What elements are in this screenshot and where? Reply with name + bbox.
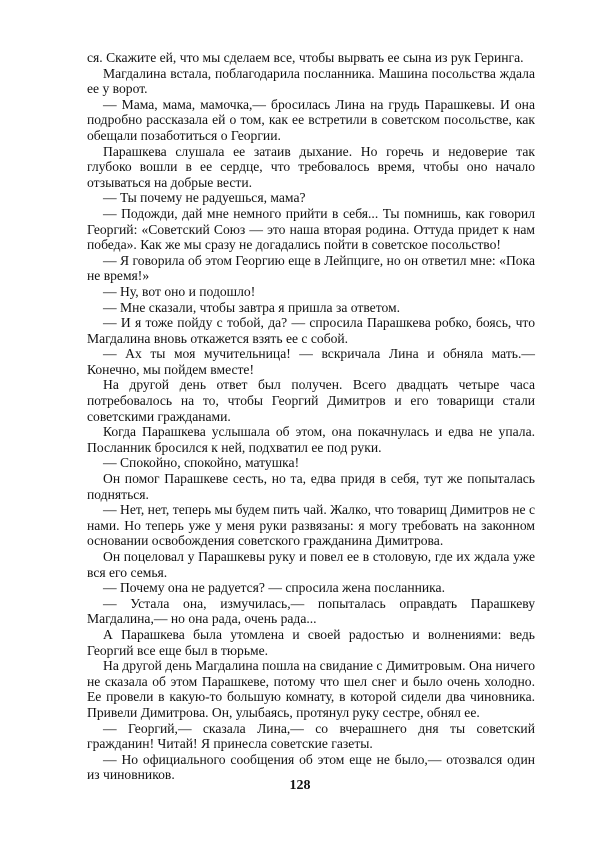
paragraph: Он поцеловал у Парашкевы руку и повел ее в столовую, где их ждала уже вся его семья.: [87, 549, 535, 580]
paragraph: Парашкева слушала ее затаив дыхание. Но горечь и недоверие так глубоко вошли в ее сердце, что требовалось время, чтобы оно начало отзываться на добрые вести.: [87, 143, 535, 190]
paragraph: — Мама, мама, мамочка,— бросилась Лина на грудь Парашкевы. И она подробно рассказала ей о том, как ее встретили в советском посольстве, как обещали позаботиться о Георгии.: [87, 96, 535, 143]
paragraph: — Но официального сообщения об этом еще не было,— отозвался один из чиновников.: [87, 751, 535, 783]
paragraph: А Парашкева была утомлена и своей радостью и волнениями: ведь Георгий все еще был в тюрьме.: [87, 626, 535, 658]
page-number: 128: [289, 778, 311, 793]
paragraph: На другой день ответ был получен. Всего двадцать четыре часа потребовалось на то, чтобы Георгий Димитров и его товарищи стали советскими гражданами.: [87, 377, 535, 424]
paragraph: — Устала она, измучилась,— попыталась оправдать Парашкеву Магдалина,— но она рада, очень рада...: [87, 595, 535, 627]
paragraph: — Мне сказали, чтобы завтра я пришла за ответом.: [103, 299, 401, 315]
paragraph: — Ты почему не радуешься, мама?: [103, 190, 306, 206]
paragraph: Когда Парашкева услышала об этом, она покачнулась и едва не упала. Посланник бросился к ней, подхватил ее под руки.: [87, 424, 535, 455]
paragraph: — И я тоже пойду с тобой, да? — спросила Парашкева робко, боясь, что Магдалина вновь откажется взять ее с собой.: [87, 315, 535, 346]
paragraph: Он помог Парашкеве сесть, но та, едва придя в себя, тут же попыталась подняться.: [87, 471, 535, 502]
paragraph: — Я говорила об этом Георгию еще в Лейпциге, но он ответил мне: «Пока не время!»: [87, 252, 535, 284]
paragraph: — Спокойно, спокойно, матушка!: [103, 455, 300, 471]
paragraph: — Нет, нет, теперь мы будем пить чай. Жалко, что товарищ Димитров не с нами. Но теперь уже у меня руки развязаны: я могу требовать на законном основании освобождения советского гражданина Димитрова.: [87, 502, 535, 549]
paragraph: — Георгий,— сказала Лина,— со вчерашнего дня ты советский гражданин! Читай! Я принесла советские газеты.: [87, 720, 535, 752]
paragraph: — Подожди, дай мне немного прийти в себя... Ты помнишь, как говорил Георгий: «Советский Союз — это наша вторая родина. Оттуда придет к нам победа». Как же мы сразу не догадались пойти в советское посольство!: [87, 205, 535, 253]
paragraph: — Ах ты моя мучительница! — вскричала Лина и обняла мать.— Конечно, мы пойдем вместе!: [87, 346, 535, 377]
paragraph: — Почему она не радуется? — спросила жена посланника.: [103, 580, 445, 596]
paragraph: ся. Скажите ей, что мы сделаем все, чтобы вырвать ее сына из рук Геринга.: [87, 50, 524, 65]
paragraph: На другой день Магдалина пошла на свидание с Димитровым. Она ничего не сказала об этом Парашкеве, потому что шел снег и было очень холодно. Ее провели в какую-то большую комнату, в которой сидели два чиновника. Привели Димитрова. Он, улыбаясь, протянул руку сестре, обнял ее.: [87, 658, 535, 720]
body-text: [87, 50, 535, 783]
paragraph: Магдалина встала, поблагодарила посланника. Машина посольства ждала ее у ворот.: [87, 65, 535, 97]
paragraph: — Ну, вот оно и подошло!: [103, 283, 256, 299]
